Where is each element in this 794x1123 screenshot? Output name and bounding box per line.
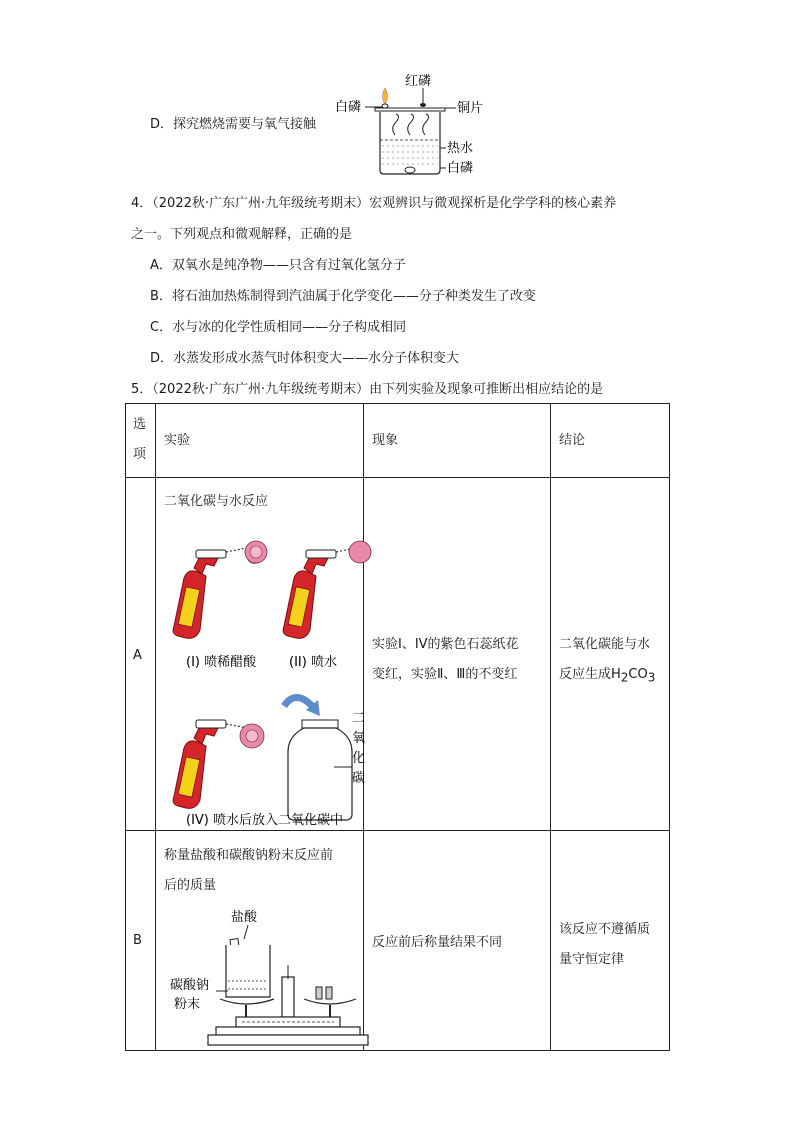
label-hydrochloric-acid: 盐酸 [231, 910, 258, 925]
row-b-conclusion: 该反应不遵循质 量守恒定律 [551, 831, 670, 1051]
label-red-phosphorus: 红磷 [405, 74, 432, 89]
row-b-phenomenon: 反应前后称量结果不同 [364, 831, 551, 1051]
rose-flower-1-icon [245, 541, 267, 564]
q3-combustion-figure [330, 70, 490, 180]
row-a-label: A [126, 478, 156, 831]
rose-flower-4-icon [240, 724, 264, 748]
spray-bottle-4-icon [173, 720, 248, 808]
q5-stem: 5．（2022秋·广东广州·九年级统考期末）由下列实验及现象可推断出相应结论的是 [131, 382, 604, 397]
spray-bottle-1-icon [173, 546, 256, 638]
caption-ii: (II) 喷水 [289, 655, 337, 670]
flame-icon [383, 88, 388, 104]
label-hot-water: 热水 [447, 141, 474, 156]
header-option: 选 项 [126, 404, 156, 478]
q4-option-c: C．水与冰的化学性质相同——分子构成相同 [150, 320, 407, 335]
co2-char-3: 化 [352, 751, 366, 766]
header-conclusion: 结论 [551, 404, 670, 478]
row-b-label: B [126, 831, 156, 1051]
label-white-phosphorus-bottom: 白磷 [447, 161, 474, 176]
co2-char-2: 氧 [352, 731, 366, 746]
spray-bottle-2-icon [283, 548, 356, 638]
table-row-b [126, 831, 670, 1051]
co2-water-experiment-figure [156, 518, 366, 830]
table-header-row [126, 404, 670, 478]
q4-option-a: A．双氧水是纯净物——只含有过氧化氢分子 [150, 258, 406, 273]
gas-jar-icon [288, 720, 352, 820]
row-b-experiment: 称量盐酸和碳酸钠粉末反应前 后的质量 盐酸 碳酸钠 粉末 [156, 831, 364, 1051]
label-sodium-carbonate-l1: 碳酸钠 [170, 978, 210, 993]
caption-i: (I) 喷稀醋酸 [186, 655, 257, 670]
balance-experiment-figure [156, 905, 363, 1050]
row-a-conclusion: 二氧化碳能与水 反应生成$H_2CO_3$ [551, 478, 670, 831]
co2-char-4: 碳 [352, 771, 366, 786]
row-a-experiment: 二氧化碳与水反应 (I) 喷稀醋酸 (II) 喷水 二 氧 化 碳 (IV) 喷水后放入二氧化碳中 [156, 478, 364, 831]
co2-char-1: 二 [352, 711, 366, 726]
row-a-phenomenon: 实验I、IV的紫色石蕊纸花 变红，实验Ⅱ、Ⅲ的不变红 [364, 478, 551, 831]
header-phenomenon: 现象 [364, 404, 551, 478]
q3-option-d: D．探究燃烧需要与氧气接触 [150, 117, 317, 132]
label-sodium-carbonate-l2: 粉末 [174, 997, 201, 1012]
caption-iv: (IV) 喷水后放入二氧化碳中 [186, 813, 344, 828]
label-copper-sheet: 铜片 [457, 101, 484, 116]
q5-table [125, 403, 670, 1051]
label-white-phosphorus-top: 白磷 [335, 100, 362, 115]
q4-option-d: D．水蒸发形成水蒸气时体积变大——水分子体积变大 [150, 351, 460, 366]
header-experiment: 实验 [156, 404, 364, 478]
q4-option-b: B．将石油加热炼制得到汽油属于化学变化——分子种类发生了改变 [150, 289, 536, 304]
q4-stem-line2: 之一。下列观点和微观解释，正确的是 [131, 227, 353, 242]
curved-arrow-icon [284, 697, 314, 708]
table-row-a [126, 478, 670, 831]
q4-stem-line1: 4．（2022秋·广东广州·九年级统考期末）宏观辨识与微观探析是化学学科的核心素养 [131, 196, 617, 211]
